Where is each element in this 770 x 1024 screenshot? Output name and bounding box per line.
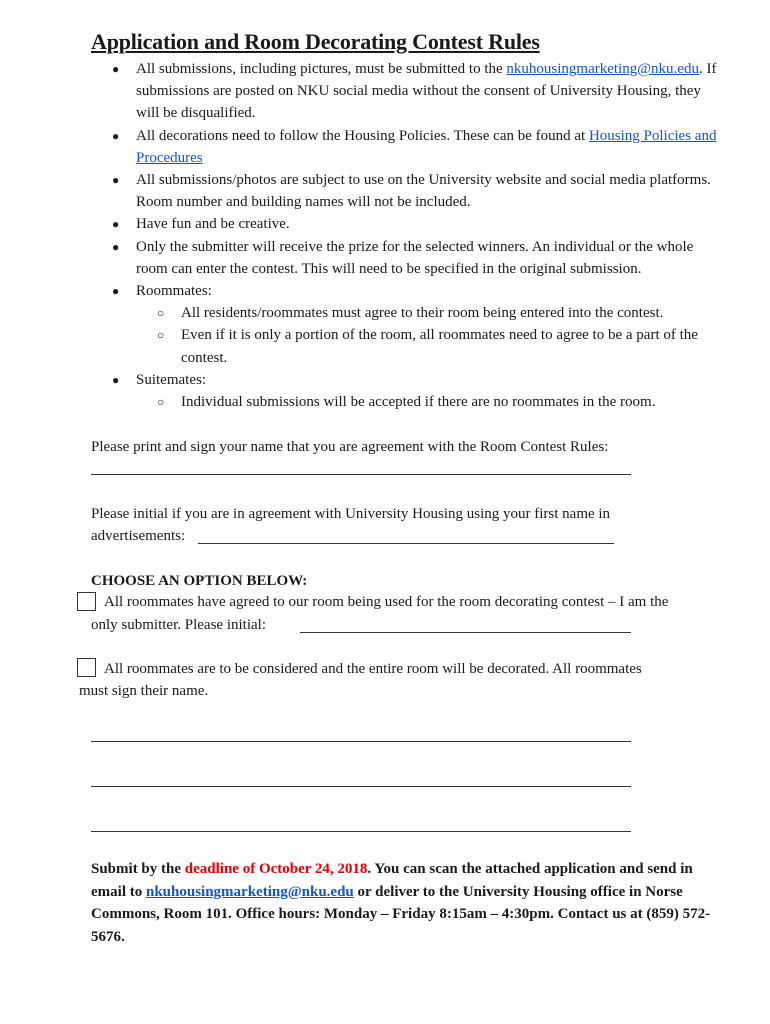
circle-bullet-icon: ○ [157,328,165,343]
signature-line[interactable] [91,474,631,475]
initial-line[interactable] [198,543,614,544]
circle-bullet-icon: ○ [157,395,165,410]
rule-prize: ● Only the submitter will receive the prize for the selected winners. An individual or the whole room can enter the contest. This will need to be specified in the original submission. [0,236,726,280]
rule-decorations: ● All decorations need to follow the Housing Policies. These can be found at Housing Policies and Procedures [0,125,726,169]
bullet-icon: ● [112,217,120,232]
page-title: Application and Room Decorating Contest Rules [91,29,540,54]
suitemates-sub-1: ○ Individual submissions will be accepted if there are no roommates in the room. [136,391,726,413]
bullet-icon: ● [112,128,120,143]
submission-instructions: Submit by the deadline of October 24, 2018. You can scan the attached application and send in email to nkuhousingmarketing@nku.edu or deliver to the University Housing office in Norse Commons, Room 101. Office hours: Monday – Friday 8:15am – 4:30pm. Contact us at (859) 572-5676. [91,861,711,945]
option-2-label-cont: must sign their name. [79,683,209,699]
bullet-icon: ● [112,173,120,188]
option-2-label: All roommates are to be considered and the entire room will be decorated. All roommates [104,661,642,677]
initial-prompt: Please initial if you are in agreement with University Housing using your first name in [91,506,611,522]
email-link[interactable]: nkuhousingmarketing@nku.edu [506,61,699,77]
submit-email-link[interactable]: nkuhousingmarketing@nku.edu [145,883,354,900]
option-1-label: All roommates have agreed to our room being used for the room decorating contest – I am the [104,594,669,610]
initial-prompt-cont: advertisements: [91,528,186,544]
circle-bullet-icon: ○ [157,306,165,321]
roommates-sub-2: ○ Even if it is only a portion of the room, all roommates need to agree to be a part of the contest. [136,324,726,368]
bullet-icon: ● [112,372,120,387]
roommate-signature-line-3[interactable] [91,831,631,832]
roommate-signature-line-2[interactable] [91,786,631,787]
rules-list [0,58,770,413]
bullet-icon: ● [112,62,120,76]
option-1-label-cont: only submitter. Please initial: [91,617,266,633]
suitemates-sublist [136,391,726,413]
roommates-sub-1: ○ All residents/roommates must agree to their room being entered into the contest. [136,302,726,324]
rule-photos: ● All submissions/photos are subject to use on the University website and social media platforms. Room number and building names will not be included. [0,169,726,213]
roommate-signature-line-1[interactable] [91,741,631,742]
bullet-icon: ● [112,239,120,254]
options-heading: CHOOSE AN OPTION BELOW: [91,573,308,589]
housing-policies-link[interactable]: Housing Policies and Procedures [136,127,717,166]
rule-roommates: ● Roommates: ○ All residents/roommates must agree to their room being entered into the contest. ○ Even if it is only a portion of the room, all roommates need to agree to be a part of the contest. [0,280,726,369]
rule-submissions: ● All submissions, including pictures, must be submitted to the nkuhousingmarketing@nku.edu. If submissions are posted on NKU social media without the consent of University Housing, they will be disqualified. [0,58,726,125]
rule-fun: ● Have fun and be creative. [0,213,726,235]
roommates-sublist [136,302,726,369]
deadline-text: deadline of October 24, 2018 [184,861,368,877]
bullet-icon: ● [112,284,120,299]
sign-prompt: Please print and sign your name that you are agreement with the Room Contest Rules: [91,439,609,455]
rule-suitemates: ● Suitemates: ○ Individual submissions will be accepted if there are no roommates in the room. [0,369,726,413]
option-2-checkbox[interactable] [77,658,96,677]
option-1-checkbox[interactable] [77,592,96,611]
option-1-initial-line[interactable] [300,632,631,633]
